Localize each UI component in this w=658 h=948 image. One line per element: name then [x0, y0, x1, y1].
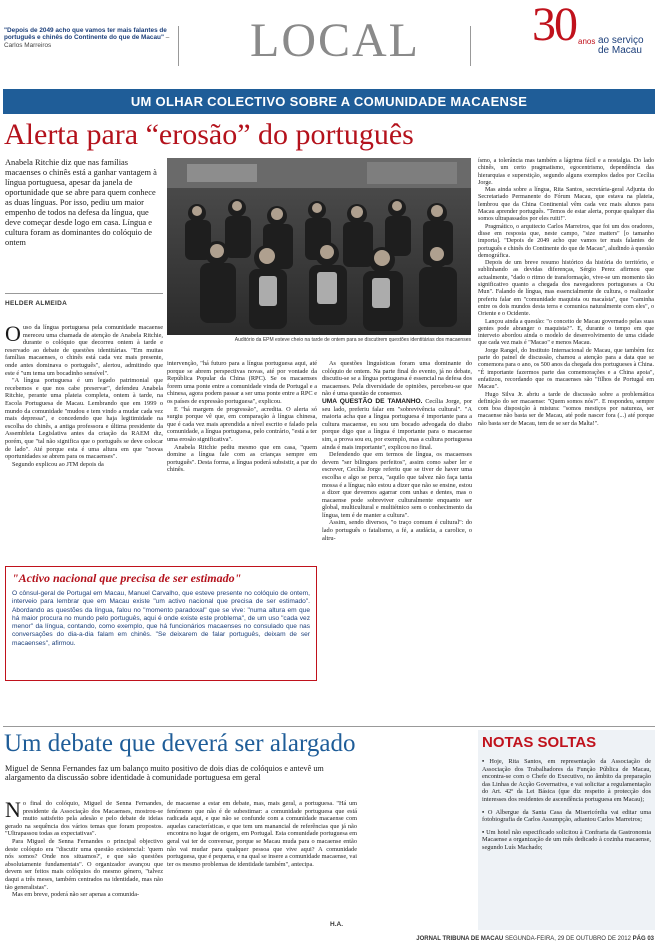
article1-col4-p5: Lançou ainda a questão: "o conceito de Macau governado pelas suas gentes pode abranger o maquista?". E, durante o tempo em que interveio abordou ainda o modelo de desenvolvimento de uma cidade que cada vez mais é "Macao" e menos Macau.	[478, 318, 654, 347]
article1-headline: Alerta para “erosão” do português	[4, 118, 414, 151]
article1-col1-p3: Segundo explicou ao JTM depois da	[12, 460, 104, 468]
notas-item	[482, 809, 651, 824]
article1-col1-p1-wrap	[5, 321, 163, 377]
notas-item	[482, 829, 651, 852]
article2-col1-p2: Para Miguel de Senna Fernandes o principal objectivo deste colóquio era "discutir uma questão existencial: 'quem nós somos? Onde nos situamos?', e que são questões absolutamente fundamentais". O organizador avançou que devem ser feitos mais colóquios do mesmo género, "talvez daqui a três meses, também centrados na identidade, mas não tão generalistas".	[5, 837, 163, 891]
article2-signature: H.A.	[330, 921, 343, 928]
boxout	[5, 566, 317, 681]
section-divider	[3, 726, 655, 727]
article1-col3-p1: As questões linguísticas foram uma dominante do colóquio de ontem. Na parte final do evento, já no debate, discutiu-se se a língua portuguesa é essencial na defesa dos macaenses. Pela diversidade de opiniões, percebeu-se que não é uma questão de consenso.	[322, 360, 472, 398]
auditorium-photo-image	[167, 158, 471, 335]
header-quote	[4, 27, 174, 49]
article2-col1-p3: Mas em breve, poderá não ser apenas a comunida-	[12, 891, 140, 899]
auditorium-photo	[167, 158, 471, 335]
bullet-icon: •	[482, 758, 490, 765]
article1-col2-p3: Anabela Ritchie pediu mesmo que em casa, "quem domine a língua fale com as crianças sempre em português". Desta forma, a língua poderá subsistir, a par do chinês.	[167, 443, 317, 474]
article2-column-2	[167, 800, 357, 868]
notas-item-text-2: O Albergue da Santa Casa da Misericórdia vai editar uma fotobiografia de Carlos Assumpção, adiantou Carlos Marreiros;	[482, 808, 652, 824]
article1-lead: Anabela Ritchie diz que nas famílias macaenses o chinês está a ganhar vantagem à língua portuguesa, apesar da janela de oportunidade que se abre para quem conhece as duas línguas. Por isso, pediu um maior empenho de todos na defesa da língua, que deve começar desde logo em casa. Língua e cultura foram as dominantes do colóquio de ontem	[5, 158, 157, 247]
header-rule-left	[178, 26, 179, 66]
notas-item	[482, 758, 651, 804]
notas-box	[478, 730, 655, 930]
anniversary-servico: ao serviço	[598, 35, 644, 46]
header-quote-author: – Carlos Marreiros	[4, 34, 170, 49]
boxout-text: O cônsul-geral de Portugal em Macau, Manuel Carvalho, que esteve presente no colóquio de ontem, interveio para lembrar que em Macau existe "um activo nacional que precisa de ser estimado". Abordando as questões da língua, falou no "momento paradoxal" que se vive: "numa altura em que há maior procura no mundo pelo português, aqui é onde existe este problema", de um uso "cada vez menor" da língua, contando, como exemplo, que há funcionários macaenses no consulado que nas conversações do dia-a-dia falam em chinês. "Se deixarem de falar português, deixam de ser macaenses", afirmou.	[12, 590, 310, 647]
article1-column-2	[167, 360, 317, 474]
article1-column-3	[322, 360, 472, 542]
article1-column-4	[478, 158, 654, 428]
notas-item-text-1: Hoje, Rita Santos, em representação da Associação de Associação dos Trabalhadores da Função Pública de Macau, encontra-se com o Chefe do Executivo, no âmbito da preparação das Linhas de Acção Governativa, e vai solicitar a regulamentação do Art. 42º da Lei Básica (que diz respeito à protecção dos interesses dos residentes de ascendência portuguesa em Macau);	[482, 758, 651, 803]
article1-col1-p2: "A língua portuguesa é um legado patrimonial que recebemos e que nos cabe preservar", defendeu Anabela Ritchie, perante uma plateia completa, ontem à tarde, na Escola Portuguesa de Macau. Lembrando que em 1999 o mundo da comunidade "mudou e tem vindo a mudar cada vez mais depressa", e concedendo que haja legitimidade na escolha do chinês, a antiga professora e última presidente da Assembleia Legislativa antes da criação da RAEM diz, porém, que "tal não significa que o português se deve colocar de lado". Até porque esta é uma altura em que "novas oportunidades se abrem para os macaenses".	[5, 377, 163, 461]
article1-col4-p7: Hugo Silva Jr. abriu a tarde de discussão sobre a problemática definição do ser macaense: "Quem somos nós?". E respondeu, sempre com boa disposição à mistura: "somos mestiços por natureza, ser macaense não basta ser de Macau, até pode nascer fora (...) até porque não basta ser de Macau, tem de se ser da Malta!".	[478, 391, 654, 427]
dropcap-n: N	[5, 797, 21, 822]
article2-col1-p1: o final do colóquio, Miguel de Senna Fernandes, presidente da Associação dos Macaenses, mostrou-se muito satisfeito pela adesão e pelo debate de ideias gerado na sequência dos vários temas que foram propostos. "Ultrapassou todas as expectativas".	[5, 800, 163, 838]
header-quote-text: "Depois de 2049 acho que vamos ter mais falantes de português e chinês do Continente do que de Macau"	[4, 27, 167, 42]
anniversary-logo	[532, 2, 656, 60]
article2-column-1	[5, 797, 163, 899]
page-footer	[416, 936, 654, 942]
anniversary-number: 30	[532, 0, 576, 51]
header-rule-right	[470, 26, 471, 66]
article1-col4-p2: Mas ainda sobre a língua, Rita Santos, secretária-geral Adjunta do Secretariado Permanente do Fórum Macau, que estava na plateia, lembrou que da China Continental vêm cada vez mais alunos para Macau aprender português. "Temos de estar alerta, porque qualquer dia somos ultrapassados por eles ruiti!".	[478, 187, 654, 223]
article2-headline: Um debate que deverá ser alargado	[4, 730, 356, 757]
article1-col3-p4: Assim, sendo diversos, "o traço comum é cultural": do lado português o fatalismo, a fé, a audácia, a carolice, o altru-	[322, 519, 472, 542]
article1-column-1	[5, 321, 163, 468]
article1-col4-p6: Jorge Rangel, do Instituto Internacional de Macau, que também fez parte do painel de discussão, chamou a atenção para a data que se comemora para o ano, os 500 anos da chegada dos portugueses à China. "É importante fazermos parte das comemorações e a China apoia", enfatizou, recordando que os macaenses são "filhos de Portugal em Macau".	[478, 347, 654, 391]
section-banner	[3, 89, 655, 114]
article1-col3-p2: Cecília Jorge, por seu lado, preferiu falar em "sobrevivência cultural". "A maioria acha que a língua portuguesa é importante para a cultura macaense, eu sou um bocado advogada do diabo porque digo que a língua é importante para o macaense sim, a prova sou eu, por exemplo, mas a cultura portuguesa ainda é mais importante", explicou no final.	[322, 397, 472, 451]
notas-list	[482, 758, 651, 852]
footer-date: SEGUNDA-FEIRA, 29 DE OUTUBRO DE 2012	[504, 936, 631, 942]
footer-paper: JORNAL TRIBUNA DE MACAU	[416, 936, 504, 942]
section-title: LOCAL	[250, 14, 420, 67]
notas-item-text-3: Um hotel não especificado solicitou à Confraria da Gastronomia Macaense a organização de um mês dedicado à cozinha macaense, segundo Luís Machado;	[482, 828, 651, 851]
footer-page: PÁG 03	[632, 936, 654, 942]
anniversary-macau: de Macau	[598, 45, 642, 56]
author-rule	[5, 293, 163, 294]
article1-col4-p3: Pragmático, o arquitecto Carlos Marreiros, que foi um dos oradores, disse em resposta que, neste campo, "size matters" [o tamanho importa]. "Depois de 2049 acho que vamos ter mais falantes de português e chinês do Continente do que de Macau", aludindo à questão demográfica.	[478, 223, 654, 259]
photo-caption: Auditório da EPM esteve cheio na tarde de ontem para se discutirem questões identitárias dos macaenses	[234, 337, 471, 343]
boxout-title: "Activo nacional que precisa de ser estimado"	[12, 571, 242, 585]
section-banner-text: UM OLHAR COLECTIVO SOBRE A COMUNIDADE MACAENSE	[130, 94, 528, 109]
article1-col1-p1: uso da língua portuguesa pela comunidade macaense mereceu uma chamada de atenção de Anabela Ritchie, durante o colóquio que decorreu ontem à tarde e reservado ao debate de questões identitárias. "Em muitas famílias macaenses, o chinês está cada vez mais presente, onde antes dominava o português", alertou, admitindo que este é "um tema um bocadinho sensível".	[5, 324, 163, 377]
article1-col2-p1: intervenção, "há futuro para a língua portuguesa aqui, até porque se abrem perspectivas novas, até por vontade da República Popular da China (RPC). Se os macaenses forem uma ponte entre a comunidade vinda de Portugal e a chinesa, agora podem passar a ser uma ponte entre a RPC e os países de expressão portuguesa", explicou.	[167, 360, 317, 405]
article2-col2-p1: de macaense a estar em debate, mas, mais geral, a portuguesa. "Há um fenómeno que não é de subestimar: a comunidade portuguesa que está radicada aqui, e que não se confunde com a comunidade macaense com aquelas características, e que tem um manancial de referências que já não encontra no lugar de origem, em Portugal. Esta comunidade portuguesa em geral vai ter de conversar, porque se Macau muda para o macaense então não vai mudar para qualquer pessoa que vive aqui? A comunidade portuguesa, que é pequena, e na qual se insere a comunidade macaense, vai ter os mesmo problemas de identidade também", antecipa.	[167, 800, 357, 868]
bullet-icon: •	[482, 808, 488, 816]
bullet-icon: •	[482, 828, 487, 836]
anniversary-anos: anos	[578, 37, 596, 46]
article1-author: HELDER ALMEIDA	[5, 300, 68, 307]
notas-title: NOTAS SOLTAS	[482, 734, 597, 751]
article1-col3-p3: Defendendo que em termos de língua, os macaenses devem "ser bilingues perfeitos", assim como saber ler e escrever, Cecília Jorge referiu que se tiver de haver uma escolha e algo se perca, "aquilo que talvez não faça tanta mossa é a língua; não estou a dizer que não se ensine, estou a dizer que devemos agarrar com unhas e dentes, mas o macaense pode sobreviver culturalmente enquanto ser global, multicultural e multiétnico sem o conhecimento da língua, tem é de manter a cultura".	[322, 451, 472, 519]
article2-lead: Miguel de Senna Fernandes faz um balanço muito positivo de dois dias de colóquios e antevê um alargamento da discussão sobre identidade à comunidade portuguesa em geral	[5, 764, 324, 783]
dropcap-o: O	[5, 321, 21, 346]
article1-col2-p2: E "há margem de progressão", acredita. O alerta só surgiu porque vê que, em comparação à língua chinesa, que é cada vez mais aprendida a nível escrito e falado pela comunidade, a língua portuguesa, pelo contrário, "está a ter uma erosão significativa".	[167, 405, 317, 443]
article2-col1-p1-wrap	[5, 797, 163, 838]
article1-col4-p4: Depois de um breve resumo histórico da história do território, e sublinhando as devidas diferenças, Sérgio Perez afirmou que actualmente, "dado o ritmo de transformação, vive-se um momento tão significativo quanto a chegada dos navegadores portugueses a Ou Mun". Falando de língua, mas essencialmente de cultura, o realizador preferiu falar em "comunidade maquista ou macaísta", que "caminha entre os dois mundos desta terra e comunica naturalmente com eles", o Oriente e o Ocidente.	[478, 260, 654, 318]
article1-col3-p2-wrap	[322, 398, 472, 451]
article1-col4-p1: ísmo, a tolerância mas também a lágrima fácil e a nostalgia. Do lado chinês, um certo pragmatismo, egocentrismo, dependência das hierarquias e superstição, segundo alguns exemplos dados por Cecília Jorge.	[478, 158, 654, 186]
article1-subhead: UMA QUESTÃO DE TAMANHO.	[322, 397, 423, 405]
